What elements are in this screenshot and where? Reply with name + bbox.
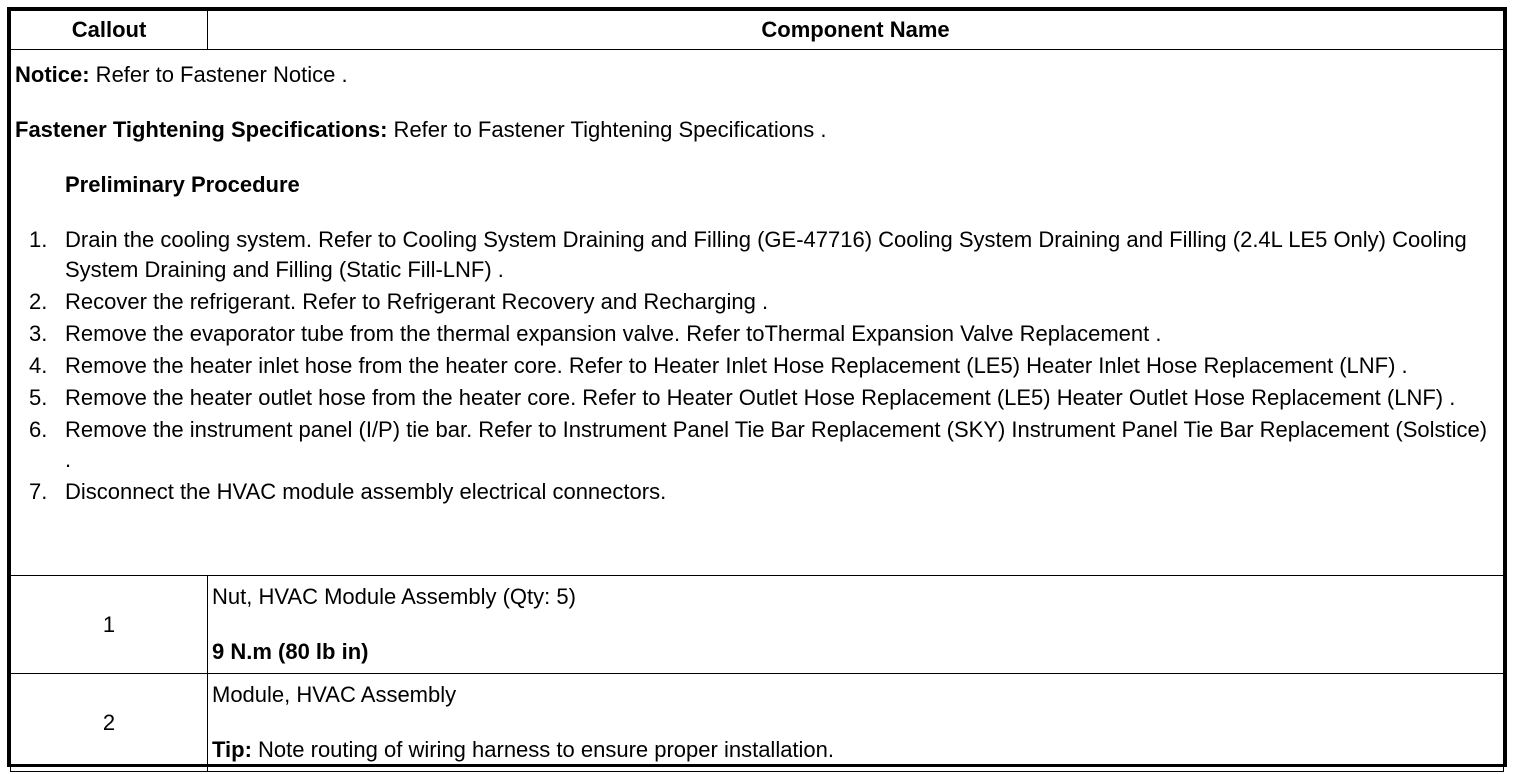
procedure-table: [10, 10, 1504, 772]
step-item: [15, 319, 1499, 349]
step-text: Remove the heater outlet hose from the heater core. Refer to Heater Outlet Hose Replacement (LE5) Heater Outlet Hose Replacement (LNF) .: [65, 385, 1456, 410]
step-item: [15, 351, 1499, 381]
step-item: [15, 383, 1499, 413]
notice-cell: [11, 50, 1504, 576]
component-cell: [208, 674, 1504, 772]
component-name: Module, HVAC Assembly: [212, 682, 457, 707]
callout-cell: 2: [11, 674, 208, 772]
step-text: Remove the evaporator tube from the thermal expansion valve. Refer toThermal Expansion Valve Replacement .: [65, 321, 1162, 346]
notice-text: Refer to Fastener Notice .: [89, 62, 348, 87]
step-text: Drain the cooling system. Refer to Cooling System Draining and Filling (GE-47716) Cooling System Draining and Filling (2.4L LE5 Only) Cooling System Draining and Filling (Static Fill-LNF) .: [65, 227, 1467, 282]
step-item: [15, 415, 1499, 475]
step-item: [15, 287, 1499, 317]
step-text: Recover the refrigerant. Refer to Refrigerant Recovery and Recharging .: [65, 289, 769, 314]
table-row: [11, 674, 1504, 772]
notice-paragraph: [15, 60, 1499, 90]
callout-header: Callout: [11, 11, 208, 50]
tip-paragraph: [212, 735, 1499, 765]
component-name-header: Component Name: [208, 11, 1504, 50]
step-text: Disconnect the HVAC module assembly electrical connectors.: [65, 479, 667, 504]
step-number: 1.: [29, 227, 48, 252]
step-text: Remove the instrument panel (I/P) tie bar. Refer to Instrument Panel Tie Bar Replacement (SKY) Instrument Panel Tie Bar Replacement (Solstice) .: [65, 417, 1488, 472]
component-name: Nut, HVAC Module Assembly (Qty: 5): [212, 584, 576, 609]
tip-label: Tip:: [212, 737, 252, 762]
callout-cell: 1: [11, 576, 208, 674]
step-number: 7.: [29, 479, 48, 504]
step-number: 2.: [29, 289, 48, 314]
step-number: 3.: [29, 321, 48, 346]
step-number: 4.: [29, 353, 48, 378]
fastener-spec-label: Fastener Tightening Specifications:: [15, 117, 388, 142]
component-cell: [208, 576, 1504, 674]
step-text: Remove the heater inlet hose from the heater core. Refer to Heater Inlet Hose Replacement (LE5) Heater Inlet Hose Replacement (LNF) .: [65, 353, 1408, 378]
preliminary-steps-list: [15, 225, 1499, 507]
preliminary-procedure-title: Preliminary Procedure: [65, 172, 300, 197]
notice-label: Notice:: [15, 62, 90, 87]
step-number: 5.: [29, 385, 48, 410]
step-number: 6.: [29, 417, 48, 442]
tip-text: Note routing of wiring harness to ensure proper installation.: [251, 737, 835, 762]
header-row: [11, 11, 1504, 50]
notice-row: [11, 50, 1504, 576]
torque-spec: 9 N.m (80 lb in): [212, 639, 369, 664]
fastener-spec-paragraph: [15, 115, 1499, 145]
fastener-spec-text: Refer to Fastener Tightening Specifications .: [387, 117, 827, 142]
table-row: [11, 576, 1504, 674]
step-item: [15, 225, 1499, 285]
step-item: [15, 477, 1499, 507]
procedure-table-frame: [7, 7, 1507, 767]
